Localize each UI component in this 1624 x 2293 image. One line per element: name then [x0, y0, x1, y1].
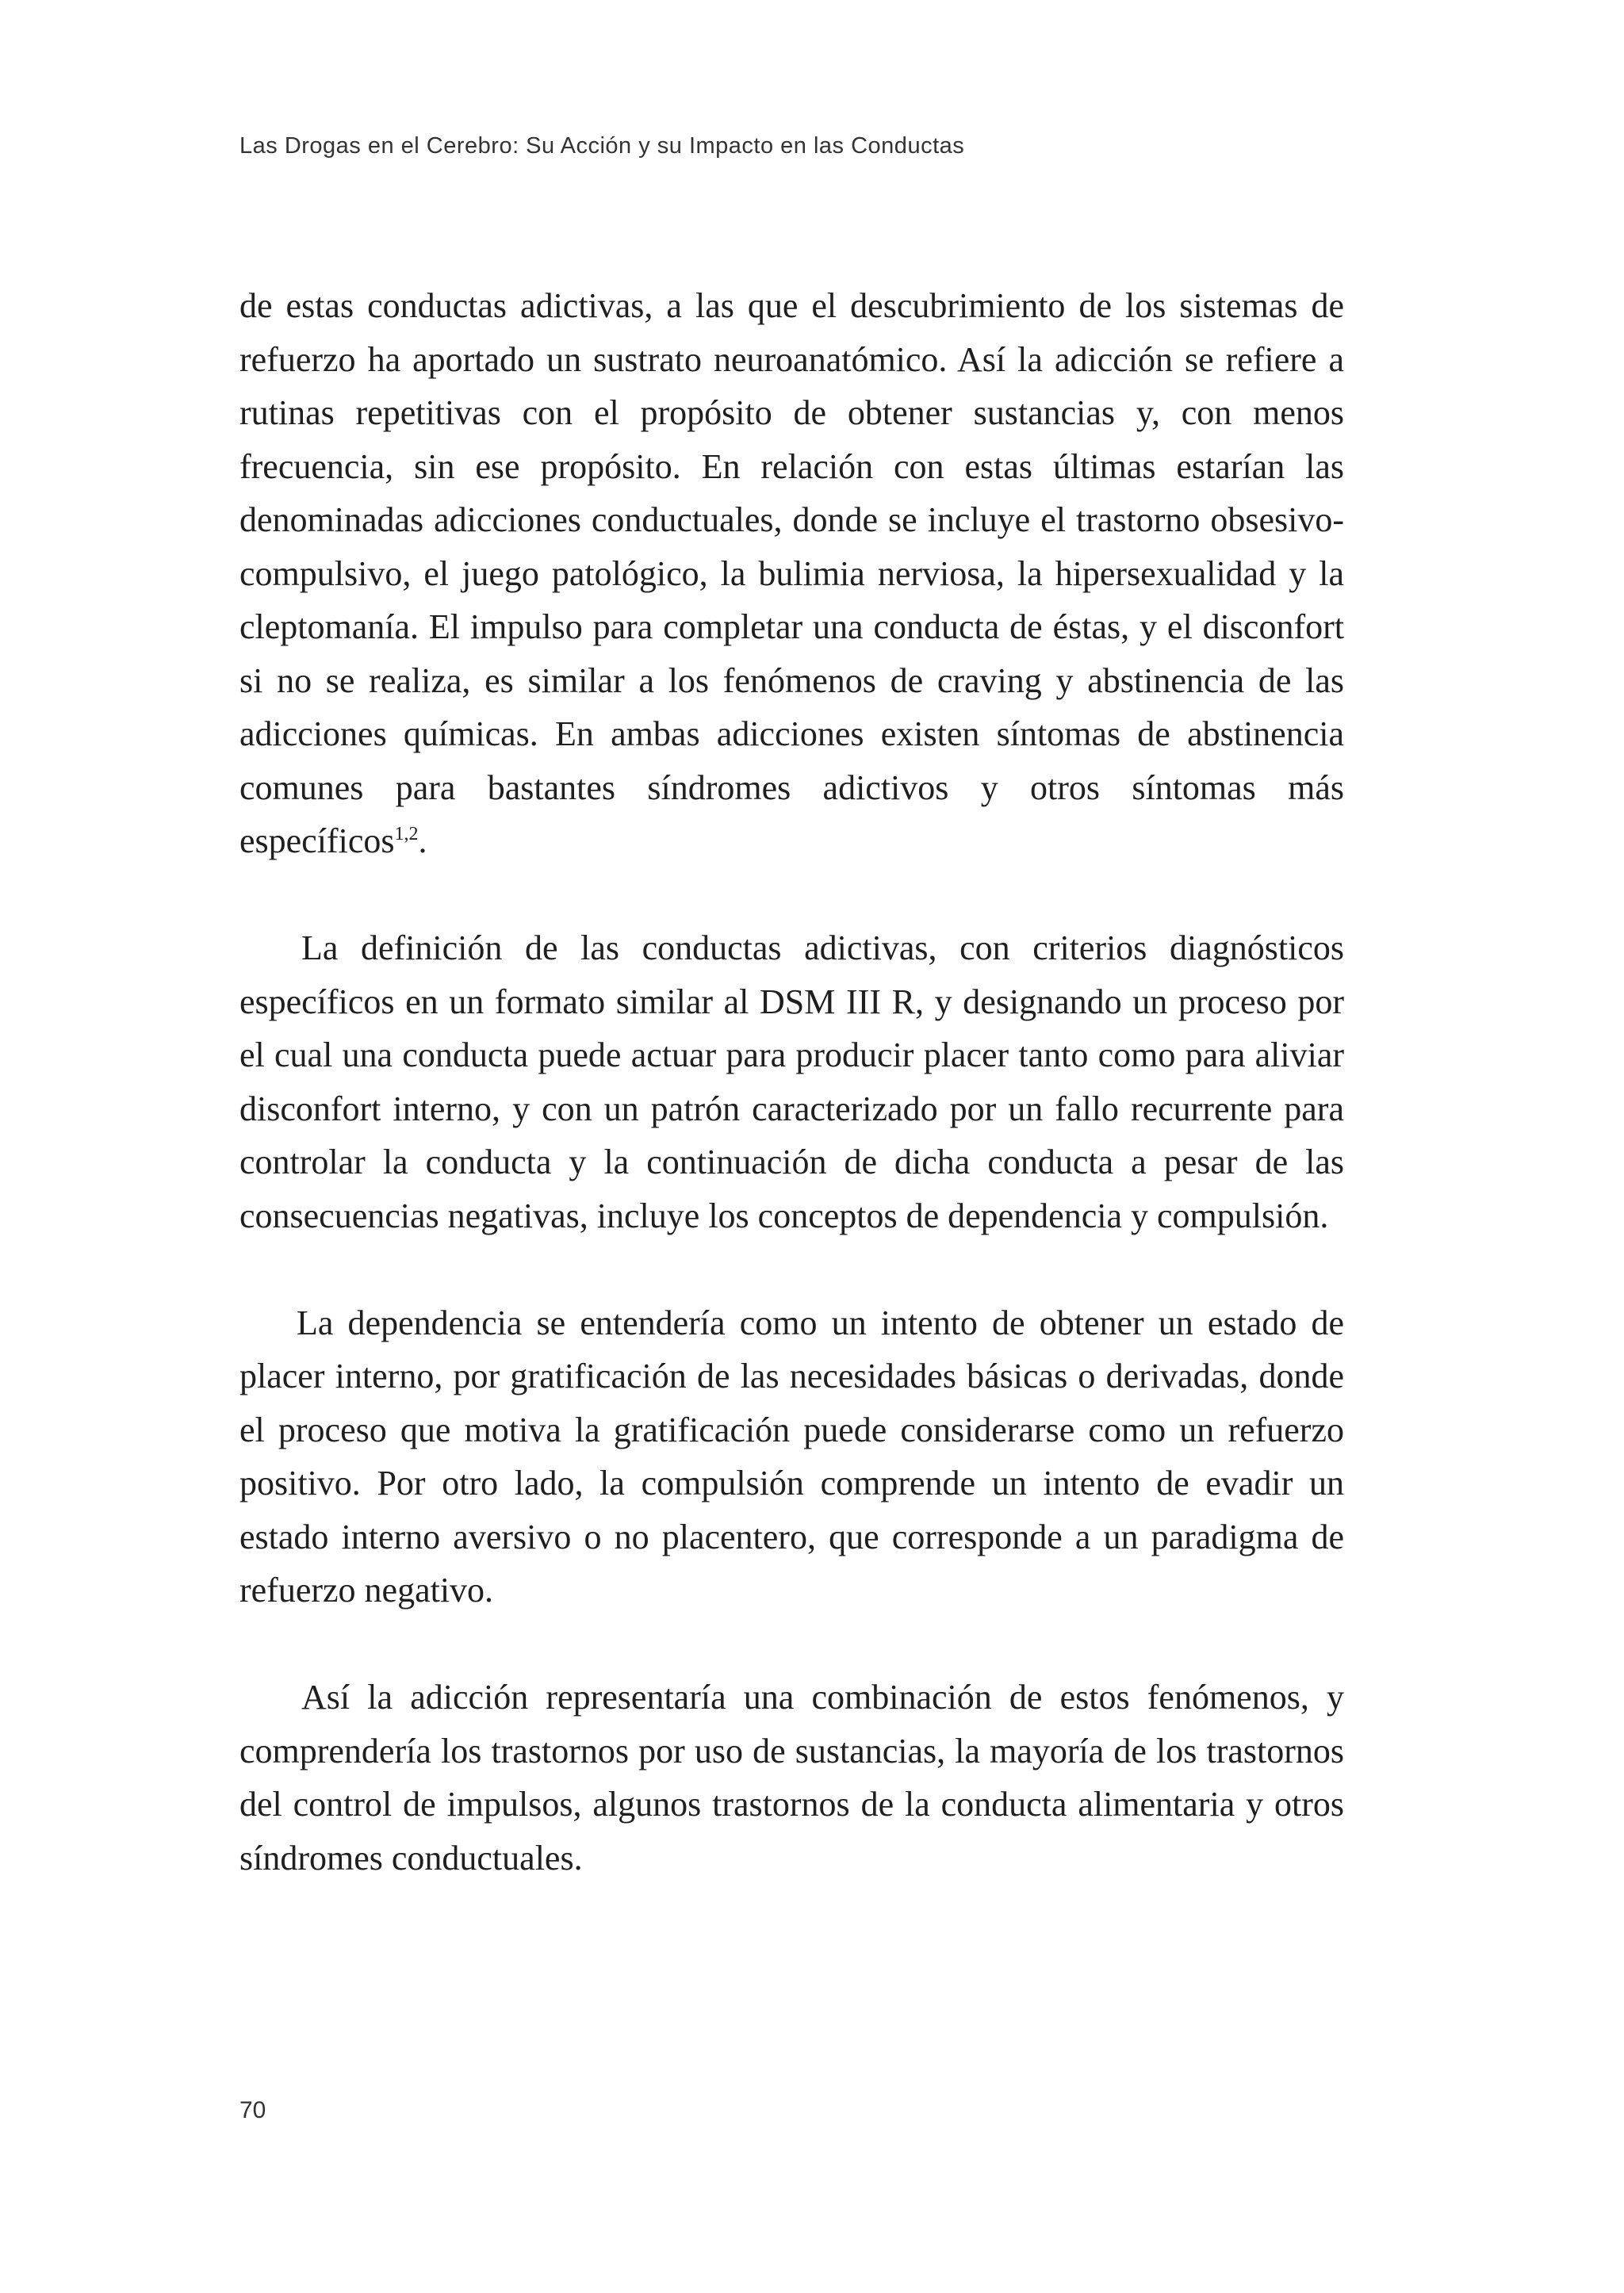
paragraph-4: Así la adicción representaría una combinación de estos fenómenos, y comprendería los trastornos por uso de sustancias, la mayoría de los trastornos del control de impulsos, algunos trastornos de la conducta alimentaria y otros síndromes conductuales. — [239, 1678, 1344, 1878]
paragraph-2: La definición de las conductas adictivas, con criterios diagnósticos específicos en un formato similar al DSM III R, y designando un proceso por el cual una conducta puede actuar para producir placer tanto como para aliviar disconfort interno, y con un patrón caracterizado por un fallo recurrente para controlar la conducta y la continuación de dicha conducta a pesar de las consecuencias negativas, incluye los conceptos de dependencia y compulsión. — [239, 928, 1344, 1235]
paragraph-1 — [239, 279, 1344, 868]
paragraph-1-end: . — [418, 821, 427, 860]
page-number: 70 — [239, 2097, 266, 2123]
body-text — [239, 279, 1344, 1939]
paragraph-3: La dependencia se entendería como un intento de obtener un estado de placer interno, por gratificación de las necesidades básicas o derivadas, donde el proceso que motiva la gratificación puede considerarse como un refuerzo positivo. Por otro lado, la compulsión comprende un intento de evadir un estado interno aversivo o no placentero, que corresponde a un paradigma de refuerzo negativo. — [239, 1303, 1344, 1610]
paragraph-1-text: de estas conductas adictivas, a las que el descubrimiento de los sistemas de refuerzo ha aportado un sustrato neuroanatómico. Así la adicción se refiere a rutinas repetitivas con el propósito de obtener sustancias y, con menos frecuencia, sin ese propósito. En relación con estas últimas estarían las denominadas adicciones conductuales, donde se incluye el trastorno obsesivo-compulsivo, el juego patológico, la bulimia nerviosa, la hipersexualidad y la cleptomanía. El impulso para completar una conducta de éstas, y el disconfort si no se realiza, es similar a los fenómenos de craving y abstinencia de las adicciones químicas. En ambas adicciones existen síntomas de abstinencia comunes para bastantes síndromes adictivos y otros síntomas más específicos — [239, 286, 1344, 860]
running-title: Las Drogas en el Cerebro: Su Acción y su Impacto en las Conductas — [239, 133, 965, 159]
citation-superscript: 1,2 — [394, 824, 419, 844]
